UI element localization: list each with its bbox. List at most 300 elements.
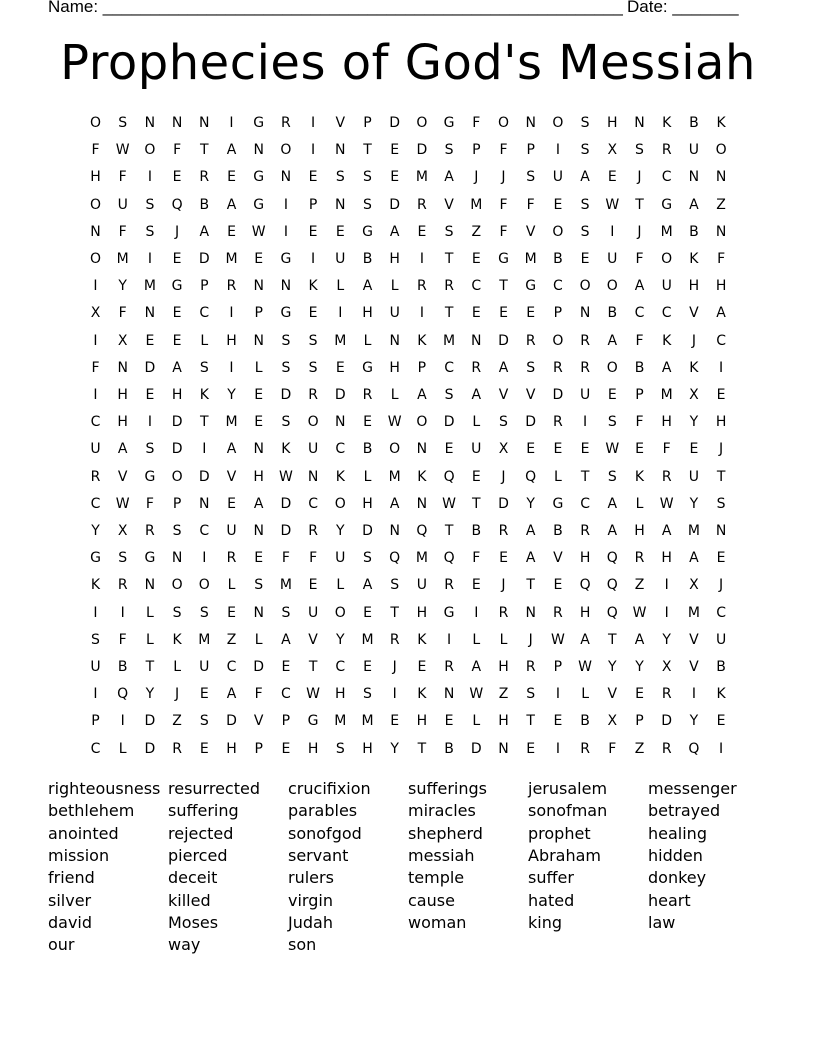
grid-letter: E	[553, 196, 563, 213]
grid-row	[82, 464, 735, 491]
grid-letter: J	[175, 686, 180, 703]
grid-letter: U	[307, 604, 319, 621]
grid-letter: N	[443, 686, 455, 703]
grid-row	[82, 736, 735, 763]
grid-letter: P	[553, 305, 563, 322]
word-bank-item: rulers	[288, 868, 334, 888]
grid-letter: U	[90, 441, 101, 458]
grid-letter: R	[498, 604, 509, 621]
grid-letter: H	[307, 740, 319, 757]
grid-letter: G	[661, 196, 673, 213]
grid-letter: D	[552, 387, 564, 403]
grid-letter: P	[635, 387, 644, 403]
grid-letter: Z	[634, 740, 645, 757]
grid-letter: L	[173, 659, 181, 675]
grid-letter: V	[525, 387, 536, 403]
grid-letter: S	[254, 577, 264, 594]
grid-letter: S	[580, 142, 590, 159]
grid-letter: F	[499, 223, 508, 240]
grid-letter: A	[172, 359, 182, 376]
grid-row	[82, 409, 735, 436]
grid-letter: S	[444, 142, 454, 159]
grid-letter: O	[552, 115, 564, 131]
grid-letter: F	[118, 169, 127, 186]
grid-letter: M	[524, 251, 537, 267]
name-field-label: Name: _______________________________________________________	[48, 0, 623, 16]
grid-letter: E	[580, 251, 590, 267]
grid-letter: U	[579, 387, 591, 403]
word-bank-item: sufferings	[408, 779, 487, 798]
grid-letter: U	[661, 278, 672, 295]
grid-letter: P	[308, 196, 318, 213]
grid-letter: E	[607, 387, 617, 403]
grid-letter: F	[662, 441, 671, 458]
grid-letter: I	[283, 223, 288, 240]
grid-letter: B	[607, 305, 618, 322]
grid-letter: M	[687, 523, 700, 539]
grid-letter: N	[90, 223, 101, 240]
grid-letter: L	[145, 631, 154, 648]
grid-letter: S	[145, 223, 155, 240]
grid-letter: H	[362, 495, 373, 512]
grid-letter: T	[444, 523, 454, 539]
grid-letter: C	[90, 495, 101, 512]
grid-letter: S	[580, 223, 590, 240]
grid-letter: O	[552, 332, 564, 349]
grid-letter: U	[335, 550, 346, 567]
grid-letter: H	[90, 169, 101, 186]
grid-letter: T	[390, 604, 399, 621]
grid-letter: V	[607, 686, 618, 703]
grid-letter: V	[253, 713, 264, 730]
word-bank-item: Judah	[288, 912, 333, 932]
grid-letter: E	[227, 604, 236, 621]
grid-letter: T	[526, 713, 535, 730]
grid-letter: E	[607, 169, 617, 186]
grid-letter: G	[443, 115, 455, 131]
grid-letter: U	[117, 196, 128, 213]
grid-letter: O	[552, 223, 564, 240]
grid-letter: B	[716, 659, 726, 675]
grid-letter: E	[227, 223, 236, 240]
grid-letter: U	[335, 251, 346, 267]
grid-letter: E	[308, 169, 318, 186]
grid-letter: E	[227, 169, 236, 186]
grid-letter: R	[661, 686, 672, 703]
grid-letter: I	[555, 740, 560, 757]
grid-letter: Y	[145, 686, 155, 703]
grid-letter: S	[607, 468, 617, 485]
grid-letter: G	[253, 196, 265, 213]
grid-letter: T	[635, 196, 644, 213]
grid-letter: G	[144, 550, 156, 567]
word-bank-item: prophet	[528, 823, 591, 843]
grid-letter: T	[444, 305, 454, 322]
grid-letter: A	[607, 523, 618, 539]
word-bank-item: son	[288, 935, 317, 955]
grid-letter: L	[227, 577, 236, 594]
grid-letter: S	[580, 115, 590, 131]
grid-letter: L	[553, 468, 562, 485]
grid-row	[82, 491, 735, 518]
grid-letter: M	[470, 196, 483, 213]
grid-letter: W	[387, 414, 402, 431]
date-field-label: Date: _______	[627, 0, 739, 16]
grid-letter: A	[226, 441, 237, 458]
grid-letter: E	[526, 305, 536, 322]
grid-letter: E	[716, 550, 726, 567]
grid-letter: I	[664, 604, 669, 621]
grid-letter: F	[472, 115, 481, 131]
grid-letter: E	[254, 414, 264, 431]
grid-letter: H	[661, 414, 672, 431]
grid-letter: Q	[389, 550, 401, 567]
grid-letter: B	[634, 359, 645, 376]
grid-letter: S	[580, 196, 590, 213]
word-bank-item: hidden	[648, 845, 703, 865]
grid-letter: Y	[336, 523, 345, 539]
grid-letter: E	[227, 495, 236, 512]
grid-letter: O	[389, 441, 401, 458]
grid-letter: A	[471, 659, 482, 675]
page-title: Prophecies of God's Messiah	[60, 35, 756, 91]
grid-letter: I	[120, 713, 125, 730]
grid-letter: Z	[471, 223, 482, 240]
grid-letter: N	[416, 495, 428, 512]
grid-letter: A	[226, 196, 237, 213]
grid-letter: Q	[606, 550, 618, 567]
grid-letter: I	[120, 604, 125, 621]
grid-letter: F	[254, 686, 263, 703]
grid-letter: R	[525, 659, 536, 675]
grid-letter: U	[199, 659, 210, 675]
grid-letter: I	[555, 142, 560, 159]
grid-letter: L	[581, 686, 589, 703]
grid-letter: S	[607, 414, 617, 431]
grid-letter: L	[390, 278, 399, 295]
grid-letter: M	[660, 387, 673, 403]
word-bank-item: heart	[648, 890, 691, 910]
grid-letter: P	[281, 713, 291, 730]
grid-letter: S	[172, 523, 182, 539]
grid-letter: E	[553, 577, 563, 594]
grid-letter: V	[226, 468, 237, 485]
word-bank-item: king	[528, 912, 563, 932]
grid-letter: C	[335, 659, 346, 675]
grid-letter: D	[389, 196, 401, 213]
grid-letter: E	[363, 604, 372, 621]
grid-letter: S	[363, 686, 372, 703]
grid-letter: U	[607, 251, 618, 267]
grid-letter: E	[689, 441, 699, 458]
grid-letter: K	[662, 332, 672, 349]
word-bank-item: servant	[288, 845, 349, 865]
grid-letter: T	[499, 278, 508, 295]
grid-letter: D	[661, 713, 673, 730]
grid-letter: S	[526, 359, 536, 376]
grid-letter: E	[471, 251, 481, 267]
grid-letter: E	[254, 550, 264, 567]
grid-letter: X	[498, 441, 509, 458]
grid-letter: R	[634, 550, 645, 567]
grid-letter: N	[335, 196, 346, 213]
grid-letter: V	[525, 223, 536, 240]
grid-letter: G	[90, 550, 101, 567]
grid-letter: G	[498, 251, 509, 267]
grid-letter: H	[335, 686, 346, 703]
grid-letter: L	[200, 332, 209, 349]
grid-letter: E	[172, 332, 182, 349]
grid-row	[82, 110, 735, 137]
grid-letter: N	[171, 115, 183, 131]
grid-letter: N	[335, 414, 346, 431]
grid-letter: C	[308, 495, 318, 512]
grid-letter: H	[416, 604, 428, 621]
grid-letter: N	[525, 604, 536, 621]
grid-letter: Y	[689, 414, 699, 431]
grid-letter: D	[144, 359, 156, 376]
word-bank-item: silver	[48, 890, 92, 910]
grid-letter: O	[89, 115, 102, 131]
grid-letter: P	[553, 659, 563, 675]
grid-letter: V	[553, 550, 563, 567]
grid-letter: D	[171, 441, 183, 458]
grid-letter: Z	[172, 713, 182, 730]
grid-letter: E	[471, 305, 481, 322]
grid-letter: B	[471, 523, 482, 539]
grid-row	[82, 654, 735, 681]
grid-letter: E	[499, 305, 508, 322]
grid-letter: J	[691, 332, 696, 349]
grid-letter: L	[472, 713, 481, 730]
grid-letter: J	[501, 468, 506, 485]
grid-letter: R	[199, 169, 210, 186]
grid-letter: A	[389, 495, 400, 512]
grid-letter: C	[226, 659, 237, 675]
grid-letter: K	[716, 686, 726, 703]
grid-letter: B	[362, 251, 373, 267]
word-bank-item: Moses	[168, 912, 219, 932]
grid-letter: T	[526, 577, 535, 594]
grid-letter: U	[471, 441, 482, 458]
grid-letter: N	[253, 441, 264, 458]
grid-letter: P	[254, 305, 263, 322]
word-bank-item: way	[168, 935, 201, 955]
grid-letter: O	[497, 115, 510, 131]
grid-letter: R	[444, 278, 454, 295]
grid-letter: M	[334, 332, 347, 349]
grid-letter: H	[226, 332, 237, 349]
grid-letter: A	[607, 495, 618, 512]
grid-letter: P	[91, 713, 100, 730]
grid-letter: A	[634, 278, 645, 295]
grid-letter: E	[716, 713, 726, 730]
grid-letter: L	[363, 332, 372, 349]
grid-letter: M	[361, 631, 374, 648]
grid-letter: M	[443, 332, 456, 349]
grid-letter: R	[308, 523, 318, 539]
grid-letter: D	[144, 713, 156, 730]
word-bank-item: killed	[168, 890, 211, 910]
grid-letter: Y	[689, 713, 699, 730]
grid-letter: D	[498, 495, 509, 512]
grid-letter: I	[202, 441, 207, 458]
word-bank-item: rejected	[168, 823, 234, 843]
grid-letter: B	[689, 115, 699, 131]
grid-letter: S	[390, 577, 400, 594]
grid-row	[82, 164, 735, 191]
grid-letter: N	[335, 142, 346, 159]
grid-letter: L	[472, 631, 481, 648]
word-bank-item: resurrected	[168, 779, 260, 798]
grid-letter: C	[199, 305, 210, 322]
grid-letter: I	[664, 577, 669, 594]
word-bank-item: bethlehem	[48, 801, 135, 821]
grid-letter: P	[526, 142, 535, 159]
grid-letter: S	[526, 686, 536, 703]
grid-letter: D	[280, 495, 292, 512]
grid-letter: P	[635, 713, 644, 730]
grid-letter: D	[443, 414, 455, 431]
grid-letter: M	[143, 278, 156, 295]
grid-letter: A	[471, 387, 482, 403]
grid-letter: B	[444, 740, 454, 757]
grid-letter: F	[91, 359, 100, 376]
grid-letter: N	[471, 332, 482, 349]
grid-letter: O	[280, 142, 292, 159]
grid-letter: A	[199, 223, 210, 240]
grid-letter: D	[226, 713, 237, 730]
grid-letter: V	[117, 468, 128, 485]
grid-letter: E	[526, 740, 536, 757]
grid-letter: Q	[171, 196, 183, 213]
grid-letter: V	[689, 659, 699, 675]
grid-letter: R	[661, 142, 672, 159]
grid-letter: H	[117, 387, 128, 403]
grid-letter: I	[202, 550, 207, 567]
grid-letter: D	[280, 523, 292, 539]
grid-letter: S	[281, 359, 291, 376]
grid-letter: Q	[416, 523, 428, 539]
word-bank-item: betrayed	[648, 801, 721, 821]
grid-letter: F	[635, 414, 644, 431]
grid-letter: H	[661, 550, 672, 567]
grid-letter: S	[199, 359, 209, 376]
grid-letter: C	[634, 305, 645, 322]
grid-letter: T	[444, 251, 454, 267]
grid-letter: E	[335, 359, 345, 376]
grid-letter: N	[253, 332, 264, 349]
grid-letter: I	[719, 359, 724, 376]
grid-letter: S	[199, 713, 209, 730]
grid-letter: R	[417, 278, 427, 295]
grid-letter: Y	[662, 631, 671, 648]
grid-letter: U	[226, 523, 237, 539]
grid-letter: X	[607, 142, 618, 159]
grid-letter: J	[719, 441, 724, 458]
grid-letter: O	[606, 278, 618, 295]
grid-letter: R	[525, 332, 536, 349]
grid-letter: B	[553, 523, 563, 539]
grid-letter: W	[605, 441, 620, 458]
grid-letter: R	[580, 740, 590, 757]
grid-letter: R	[444, 659, 454, 675]
grid-letter: S	[444, 387, 454, 403]
grid-letter: I	[447, 631, 452, 648]
grid-letter: J	[474, 169, 479, 186]
grid-letter: U	[688, 142, 700, 159]
grid-letter: T	[200, 414, 209, 431]
grid-letter: E	[281, 659, 291, 675]
grid-letter: S	[145, 196, 155, 213]
grid-letter: N	[253, 278, 264, 295]
grid-letter: N	[280, 278, 292, 295]
grid-letter: Y	[91, 523, 100, 539]
grid-letter: A	[226, 686, 237, 703]
grid-row	[82, 246, 735, 273]
grid-letter: O	[171, 468, 183, 485]
grid-letter: E	[308, 305, 318, 322]
grid-letter: K	[662, 115, 672, 131]
grid-letter: F	[309, 550, 318, 567]
grid-letter: K	[689, 251, 699, 267]
grid-letter: S	[499, 414, 508, 431]
grid-letter: M	[279, 577, 292, 594]
grid-letter: R	[226, 550, 237, 567]
grid-letter: L	[336, 577, 345, 594]
grid-letter: G	[171, 278, 183, 295]
grid-letter: T	[716, 468, 726, 485]
grid-letter: Y	[336, 631, 345, 648]
grid-letter: H	[362, 305, 373, 322]
word-bank-item: hated	[528, 890, 575, 910]
grid-letter: E	[553, 441, 563, 458]
grid-letter: I	[691, 686, 696, 703]
grid-letter: R	[661, 468, 672, 485]
grid-letter: R	[389, 631, 400, 648]
grid-letter: G	[525, 278, 537, 295]
word-bank-item: suffer	[528, 868, 574, 888]
grid-letter: K	[308, 278, 318, 295]
grid-letter: N	[199, 115, 210, 131]
grid-letter: D	[171, 414, 183, 431]
grid-letter: P	[172, 495, 182, 512]
grid-letter: E	[580, 441, 590, 458]
grid-letter: E	[417, 659, 427, 675]
grid-letter: Y	[118, 278, 127, 295]
grid-letter: I	[311, 115, 316, 131]
grid-letter: G	[552, 495, 564, 512]
grid-letter: O	[171, 577, 183, 594]
grid-letter: O	[661, 251, 673, 267]
grid-letter: T	[308, 659, 318, 675]
grid-letter: W	[659, 495, 674, 512]
grid-letter: H	[715, 414, 727, 431]
grid-letter: N	[253, 523, 264, 539]
grid-letter: C	[661, 169, 672, 186]
grid-letter: N	[199, 495, 210, 512]
grid-letter: R	[553, 604, 563, 621]
grid-letter: F	[499, 142, 508, 159]
grid-letter: I	[93, 387, 98, 403]
grid-row	[82, 545, 735, 572]
grid-letter: F	[118, 305, 127, 322]
grid-letter: S	[335, 740, 345, 757]
grid-letter: F	[281, 550, 290, 567]
grid-letter: W	[278, 468, 293, 485]
grid-letter: I	[93, 278, 98, 295]
grid-letter: U	[552, 169, 564, 186]
